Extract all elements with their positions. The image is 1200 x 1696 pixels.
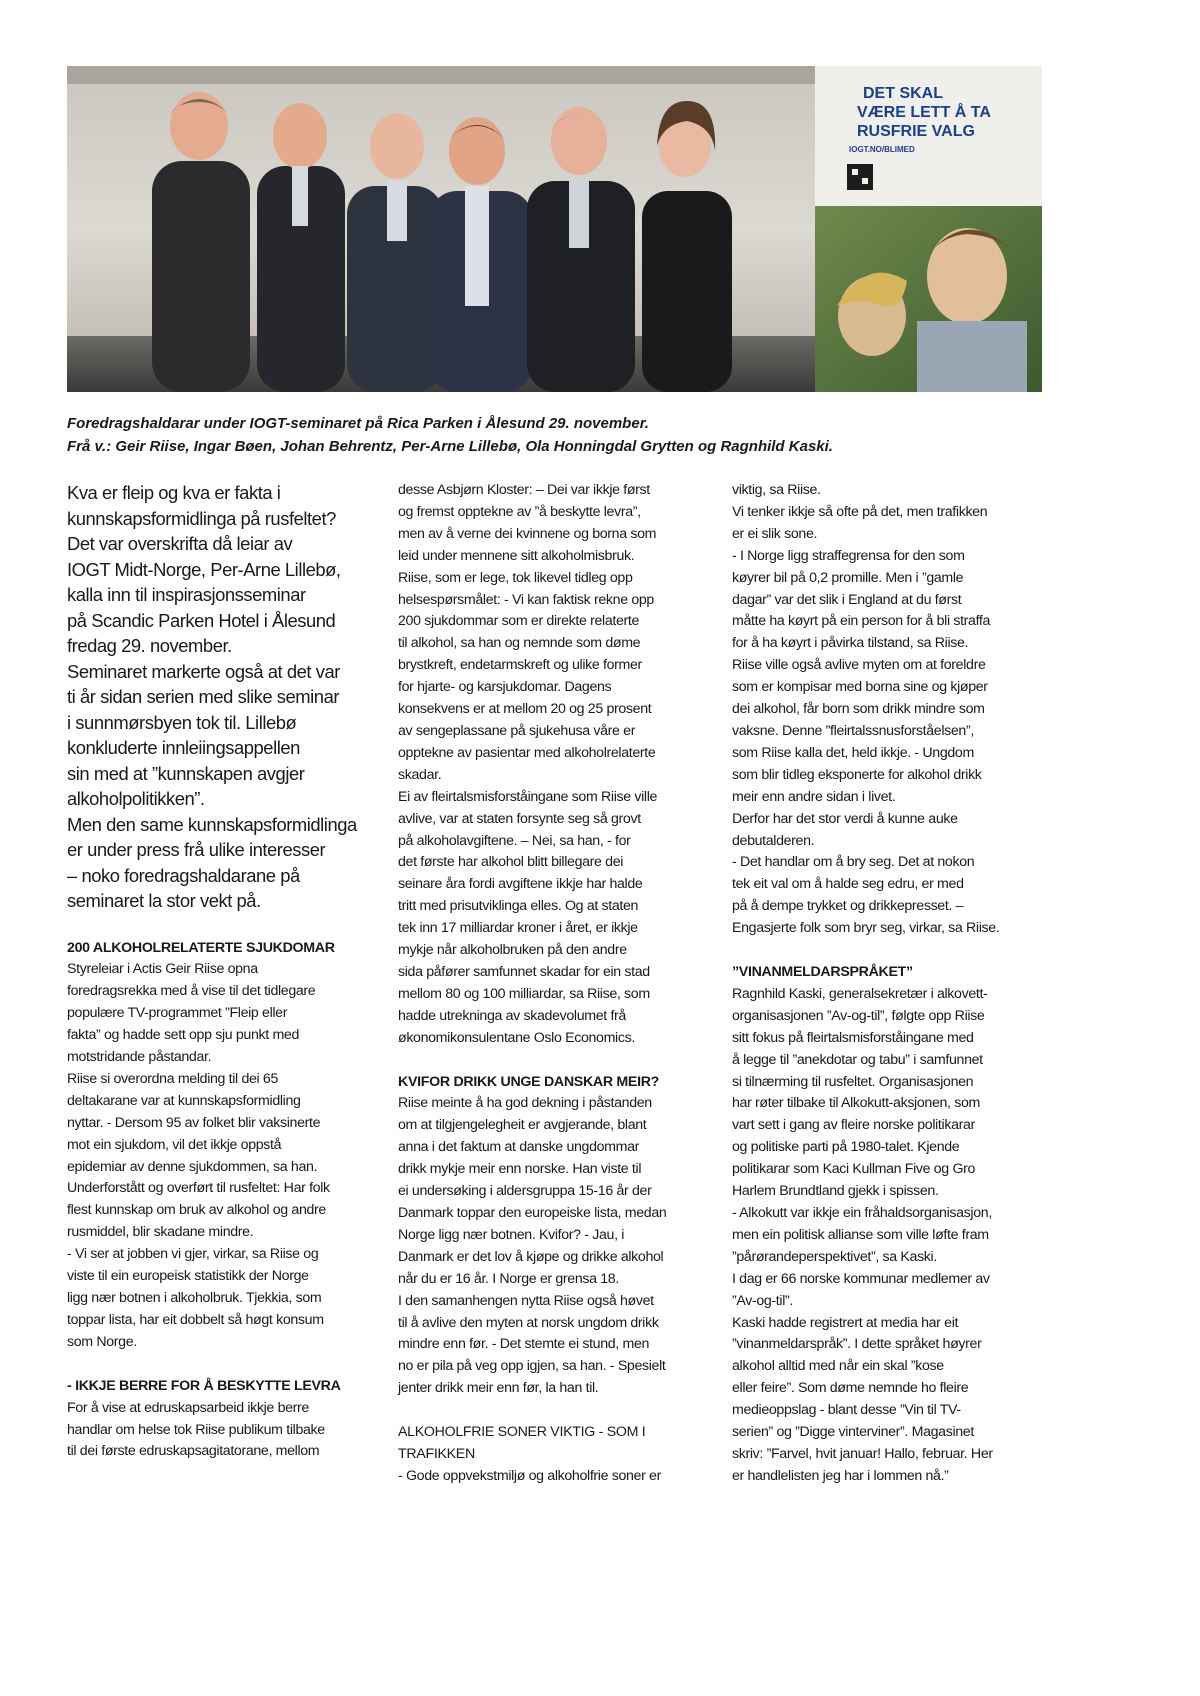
body-paragraph — [398, 1093, 716, 1400]
lead-line: Kva er fleip og kva er fakta i — [67, 482, 281, 503]
body-line: opptekne av pasientar med alkoholrelaterte — [398, 744, 656, 761]
body-line: jenter drikk meir enn før, la han til. — [398, 1380, 599, 1397]
body-line: og fremst opptekne av ”å beskytte levra”, — [398, 503, 641, 520]
caption-line-1: Foredragshaldarar under IOGT-seminaret på Rica Parken i Ålesund 29. november. — [67, 415, 649, 432]
body-line: mindre enn før. - Det stemte ei stund, men — [398, 1336, 650, 1353]
body-line: no er pila på veg opp igjen, sa han. - Spesielt — [398, 1358, 666, 1375]
body-line: ligg nær botnen i alkoholbruk. Tjekkia, som — [67, 1290, 322, 1306]
body-line: serien” og ”Digge vinterviner”. Magasinet — [732, 1424, 974, 1441]
body-line: dagar” var det slik i England at du først — [732, 591, 962, 608]
lead-line: konkluderte innleiingsappellen — [67, 737, 300, 758]
lead-paragraph — [67, 480, 387, 914]
body-line: Riise, som er lege, tok likevel tidleg opp — [398, 569, 633, 586]
body-line: desse Asbjørn Kloster: – Dei var ikkje først — [398, 482, 650, 498]
body-line: flest kunnskap om bruk av alkohol og andre — [67, 1202, 326, 1219]
section-heading: ALKOHOLFRIE SONER VIKTIG - SOM I — [398, 1424, 646, 1441]
svg-text:VÆRE LETT Å TA: VÆRE LETT Å TA — [857, 104, 991, 121]
body-line: som Riise kalla det, held ikkje. - Ungdom — [732, 744, 974, 761]
caption-line-2: Frå v.: Geir Riise, Ingar Bøen, Johan Behrentz, Per-Arne Lillebø, Ola Honningdal Grytten og Ragnhild Kaski. — [67, 438, 833, 455]
body-line: og politiske parti på 1980-talet. Kjende — [732, 1139, 960, 1156]
body-line: skadar. — [398, 766, 442, 783]
body-line: økonomikonsulentane Oslo Economics. — [398, 1029, 635, 1046]
svg-text:DET SKAL: DET SKAL — [863, 85, 943, 102]
body-line: viste til ein europeisk statistikk der Norge — [67, 1268, 309, 1285]
body-paragraph — [67, 1398, 387, 1464]
lead-line: Det var overskrifta då leiar av — [67, 533, 293, 554]
body-line: For å vise at edruskapsarbeid ikkje berre — [67, 1399, 309, 1416]
body-line: I dag er 66 norske kommunar medlemer av — [732, 1270, 990, 1287]
body-line: epidemiar av denne sjukdommen, sa han. — [67, 1158, 318, 1175]
body-line: hadde utrekninga av skadevolumet frå — [398, 1007, 626, 1024]
body-line: eller feire”. Som døme nemnde ho fleire — [732, 1380, 969, 1397]
section-heading: ”VINANMELDARSPRÅKET” — [732, 964, 913, 981]
body-line: mot ein sjukdom, vil det ikkje oppstå — [67, 1136, 282, 1153]
body-line: nyttar. - Dersom 95 av folket blir vaksinerte — [67, 1114, 321, 1131]
lead-line: fredag 29. november. — [67, 635, 232, 656]
body-line: Styreleiar i Actis Geir Riise opna — [67, 961, 258, 978]
body-line: er ei slik sone. — [732, 525, 818, 542]
body-line: debutalderen. — [732, 832, 815, 849]
body-line: drikk mykje meir enn norske. Han viste til — [398, 1161, 642, 1178]
lead-line: – noko foredragshaldarane på — [67, 864, 300, 886]
lead-line: kalla inn til inspirasjonsseminar — [67, 584, 306, 605]
body-line: mykje når alkoholbruken på den andre — [398, 942, 627, 959]
section-heading: TRAFIKKEN — [398, 1446, 475, 1463]
article-column-1 — [67, 480, 387, 1463]
body-line: til å avlive den myten at norsk ungdom drikk — [398, 1314, 659, 1331]
body-line: som er kompisar med borna sine og kjøper — [732, 679, 988, 696]
body-line: mellom 80 og 100 milliardar, sa Riise, som — [398, 985, 650, 1002]
body-line: 200 sjukdommar som er direkte relaterte — [398, 613, 640, 630]
body-paragraph — [398, 480, 716, 1050]
body-line: til alkohol, sa han og nemnde som døme — [398, 635, 641, 652]
body-line: vart sett i gang av fleire norske politikarar — [732, 1117, 975, 1134]
body-paragraph — [67, 959, 387, 1353]
body-line: vaksne. Denne ”fleirtalssnusforståelsen”, — [732, 722, 974, 739]
body-line: tritt med prisutviklinga elles. Og at staten — [398, 898, 639, 915]
body-line: - Vi ser at jobben vi gjer, virkar, sa Riise og — [67, 1246, 319, 1263]
body-line: - I Norge ligg straffegrensa for den som — [732, 547, 965, 564]
body-line: Derfor har det stor verdi å kunne auke — [732, 810, 958, 827]
body-line: Harlem Brundtland gjekk i spissen. — [732, 1183, 939, 1200]
body-line: handlar om helse tok Riise publikum tilbake — [67, 1421, 325, 1438]
body-line: sitt fokus på fleirtalsmisforståingane med — [732, 1029, 974, 1046]
article-column-2 — [398, 480, 716, 1488]
body-line: ”pårørandeperspektivet”, sa Kaski. — [732, 1248, 937, 1265]
lead-line: sin med at ”kunnskapen avgjer — [67, 762, 305, 784]
body-line: deltakarane var at kunnskapsformidling — [67, 1092, 301, 1109]
body-paragraph — [732, 984, 1050, 1488]
body-line: som blir tidleg eksponerte for alkohol drikk — [732, 766, 982, 783]
lead-line: alkoholpolitikken”. — [67, 788, 205, 809]
lead-line: på Scandic Parken Hotel i Ålesund — [67, 609, 336, 631]
body-line: Danmark toppar den europeiske lista, medan — [398, 1205, 667, 1221]
body-line: tek eit val om å halde seg edru, er med — [732, 876, 964, 893]
body-line: meir enn andre sidan i livet. — [732, 788, 896, 805]
body-line: konsekvens er at mellom 20 og 25 prosent — [398, 701, 652, 718]
body-line: Kaski hadde registrert at media har eit — [732, 1314, 959, 1331]
body-line: rusmiddel, blir skadane mindre. — [67, 1224, 254, 1241]
body-line: det første har alkohol blitt billegare dei — [398, 854, 624, 871]
body-line: Riise meinte å ha god dekning i påstanden — [398, 1095, 652, 1112]
body-line: Norge ligg nær botnen. Kvifor? - Jau, i — [398, 1226, 625, 1243]
body-line: å legge til ”anekdotar og tabu” i samfunnet — [732, 1051, 983, 1068]
body-line: viktig, sa Riise. — [732, 482, 821, 498]
body-paragraph — [732, 480, 1050, 940]
body-line: ”vinanmeldarspråk”. I dette språket høyrer — [732, 1336, 982, 1353]
body-line: Riise si overordna melding til dei 65 — [67, 1070, 279, 1087]
section-heading: - IKKJE BERRE FOR Å BESKYTTE LEVRA — [67, 1377, 341, 1394]
body-line: populære TV-programmet ”Fleip eller — [67, 1005, 288, 1022]
body-line: for å ha køyrt i påvirka tilstand, sa Riise. — [732, 635, 969, 652]
body-line: seinare åra fordi avgiftene ikkje har halde — [398, 876, 643, 893]
body-line: men ein politisk allianse som ville løfte fram — [732, 1226, 989, 1243]
body-line: Danmark er det lov å kjøpe og drikke alkohol — [398, 1248, 664, 1265]
body-line: Ei av fleirtalsmisforståingane som Riise ville — [398, 788, 658, 805]
photo-caption — [67, 412, 1047, 458]
body-line: Engasjerte folk som bryr seg, virkar, sa Riise. — [732, 920, 1000, 937]
svg-text:RUSFRIE VALG: RUSFRIE VALG — [857, 123, 975, 140]
lead-line: er under press frå ulike interesser — [67, 839, 326, 860]
body-line: måtte ha køyrt på ein person for å bli straffa — [732, 613, 991, 630]
body-line: for hjarte- og karsjukdomar. Dagens — [398, 679, 612, 696]
body-line: si tilnærming til rusfeltet. Organisasjonen — [732, 1073, 974, 1090]
body-line: som Norge. — [67, 1333, 137, 1350]
body-line: - Det handlar om å bry seg. Det at nokon — [732, 854, 975, 871]
section-heading: 200 ALKOHOLRELATERTE SJUKDOMAR — [67, 939, 335, 956]
body-line: leid under mennene sitt alkoholmisbruk. — [398, 547, 635, 564]
body-line: til dei første edruskapsagitatorane, mellom — [67, 1443, 320, 1460]
body-line: brystkreft, endetarmskreft og ulike former — [398, 657, 642, 674]
body-line: på å dempe trykket og drikkepresset. – — [732, 898, 964, 915]
body-line: medieoppslag - blant desse ”Vin til TV- — [732, 1402, 961, 1419]
seminar-photo-illustration — [67, 66, 1042, 392]
body-paragraph — [398, 1466, 716, 1488]
body-line: politikarar som Kaci Kullman Five og Gro — [732, 1161, 976, 1178]
body-line: Vi tenker ikkje så ofte på det, men trafikken — [732, 503, 988, 520]
body-line: helsespørsmålet: - Vi kan faktisk rekne opp — [398, 591, 654, 608]
body-line: ”Av-og-til”. — [732, 1292, 793, 1309]
banner — [815, 66, 1042, 392]
body-line: tek inn 17 milliardar kroner i året, er ikkje — [398, 920, 638, 937]
body-line: Ragnhild Kaski, generalsekretær i alkovett- — [732, 985, 988, 1002]
body-line: - Gode oppvekstmiljø og alkoholfrie soner er — [398, 1467, 661, 1484]
body-line: men av å verne dei kvinnene og borna som — [398, 525, 657, 542]
lead-line: seminaret la stor vekt på. — [67, 890, 261, 911]
svg-text:IOGT.NO/BLIMED: IOGT.NO/BLIMED — [849, 145, 915, 154]
body-line: fakta” og hadde sett opp sju punkt med — [67, 1027, 299, 1044]
body-line: på alkoholavgiftene. – Nei, sa han, - for — [398, 832, 631, 849]
lead-line: i sunnmørsbyen tok til. Lillebø — [67, 711, 297, 733]
body-line: dei alkohol, får born som drikk mindre som — [732, 701, 985, 718]
body-line: har røter tilbake til Alkokutt-aksjonen, som — [732, 1095, 980, 1112]
body-line: organisasjonen ”Av-og-til”, følgte opp Riise — [732, 1007, 985, 1024]
body-line: foredragsrekka med å vise til det tidlegare — [67, 983, 316, 1000]
lead-line: Seminaret markerte også at det var — [67, 660, 340, 682]
section-heading: KVIFOR DRIKK UNGE DANSKAR MEIR? — [398, 1073, 660, 1090]
body-line: ei undersøking i aldersgruppa 15-16 år der — [398, 1183, 652, 1200]
body-line: avlive, var at staten forsynte seg så grovt — [398, 810, 641, 827]
body-line: er handlelisten jeg har i lommen nå.” — [732, 1467, 949, 1484]
lead-line: kunnskapsformidlinga på rusfeltet? — [67, 507, 336, 529]
lead-line: ti år sidan serien med slike seminar — [67, 686, 340, 707]
lead-line: Men den same kunnskapsformidlinga — [67, 813, 357, 835]
body-line: - Alkokutt var ikkje ein fråhaldsorganisasjon, — [732, 1205, 992, 1221]
body-line: køyrer bil på 0,2 promille. Men i ”gamle — [732, 569, 964, 586]
body-line: toppar lista, har eit dobbelt så høgt konsum — [67, 1311, 324, 1328]
body-line: når du er 16 år. I Norge er grensa 18. — [398, 1270, 619, 1287]
body-line: alkohol alltid med når ein skal ”kose — [732, 1358, 944, 1375]
article-column-3 — [732, 480, 1050, 1488]
body-line: anna i det faktum at danske ungdommar — [398, 1139, 639, 1156]
lead-line: IOGT Midt-Norge, Per-Arne Lillebø, — [67, 558, 341, 580]
body-line: motstridande påstandar. — [67, 1049, 212, 1066]
body-line: I den samanhengen nytta Riise også høvet — [398, 1292, 654, 1309]
seminar-photo — [67, 66, 1042, 392]
body-line: av sengeplassane på sjukehusa våre er — [398, 722, 636, 739]
body-line: Riise ville også avlive myten om at foreldre — [732, 657, 986, 674]
body-line: skriv: ”Farvel, hvit januar! Hallo, februar. Her — [732, 1445, 993, 1462]
body-line: om at tilgjengelegheit er avgjerande, blant — [398, 1117, 647, 1134]
body-line: sida påfører samfunnet skadar for ein stad — [398, 963, 650, 980]
body-line: Underforstått og overført til rusfeltet: Har folk — [67, 1180, 330, 1197]
